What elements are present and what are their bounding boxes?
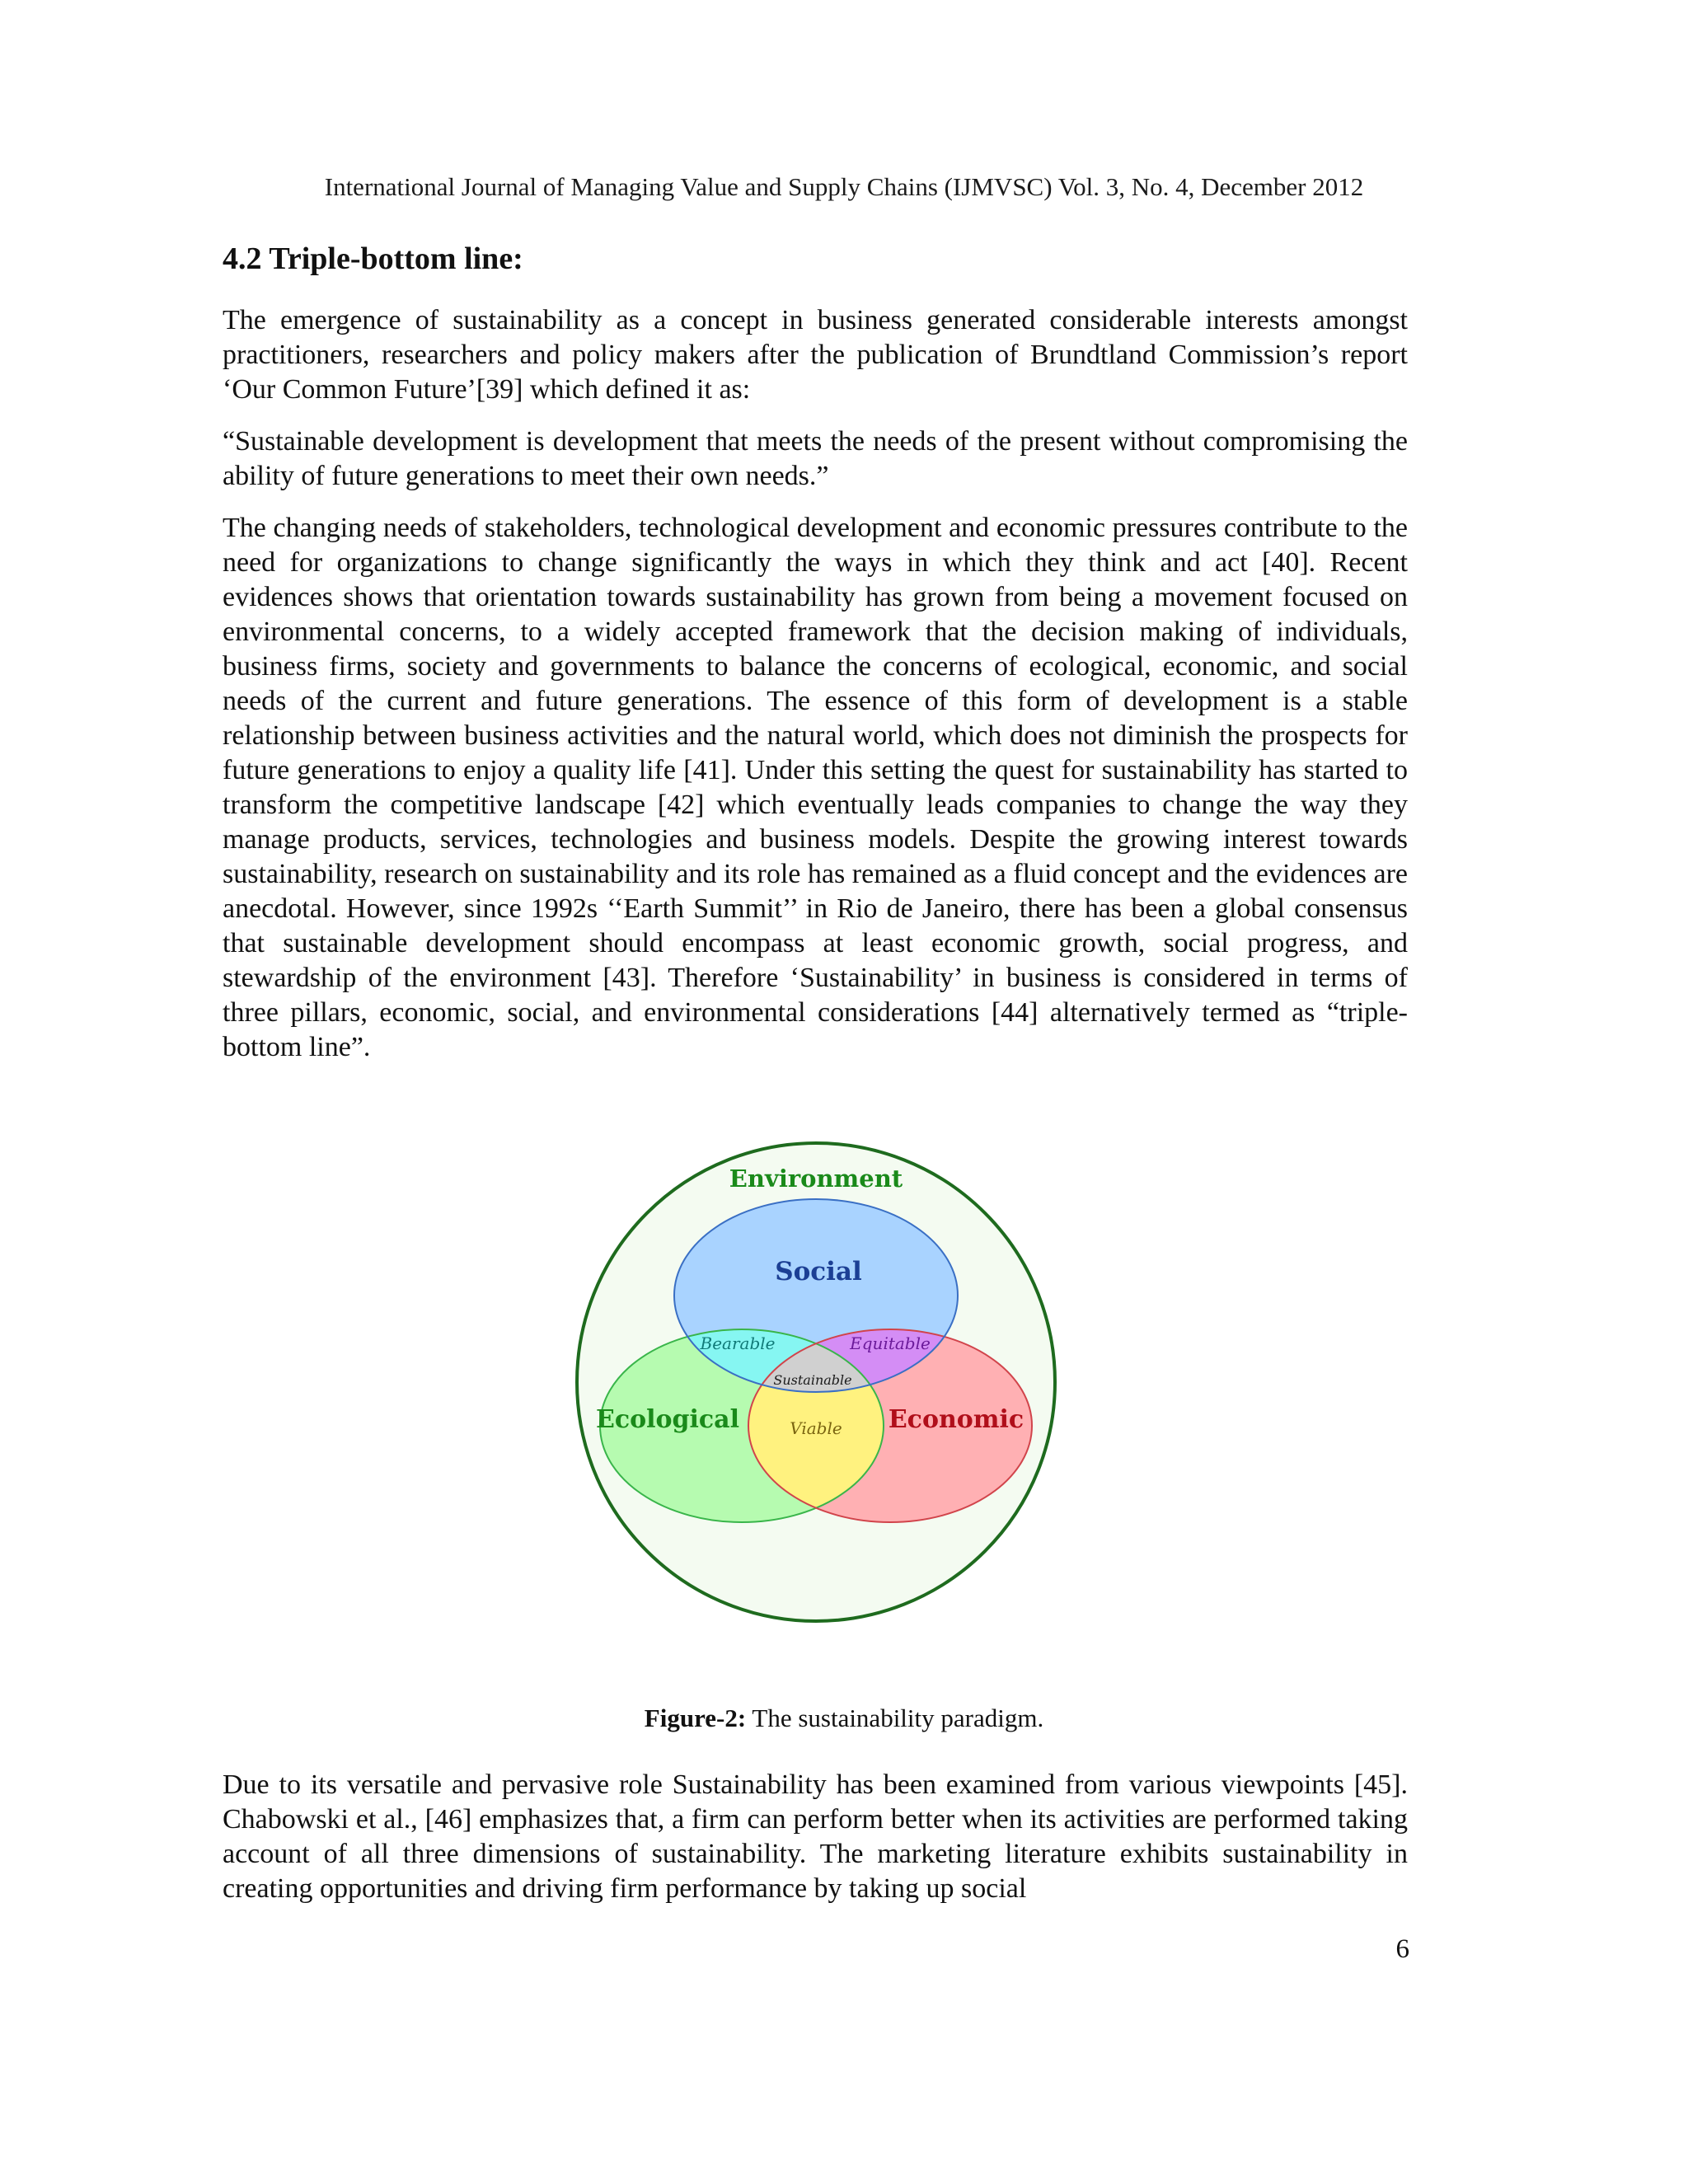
figure-caption-label: Figure-2:	[644, 1704, 747, 1732]
label-equitable: Equitable	[850, 1333, 931, 1353]
paragraph-continuation: Due to its versatile and pervasive role Sustainability has been examined from various viewpoints [45]. Chabowski et al., [46] emphasizes that, a firm can perform better when its activities are performed taking account of all three dimensions of sustainability. The marketing literature exhibits sustainability in creating opportunities and driving firm performance by taking up social	[223, 1769, 1408, 1904]
running-header: International Journal of Managing Value and Supply Chains (IJMVSC) Vol. 3, No. 4, December 2012	[324, 172, 1364, 201]
label-economic: Economic	[888, 1405, 1025, 1434]
paragraph-quote: “Sustainable development is development that meets the needs of the present without compromising the ability of future generations to meet their own needs.”	[223, 426, 1408, 491]
paragraph-body: The changing needs of stakeholders, technological development and economic pressures contribute to the need for organizations to change significantly the ways in which they think and act [40]. Recent evidences shows that orientation towards sustainability has grown from being a movement focused on environmental concerns, to a widely accepted framework that the decision making of individuals, business firms, society and governments to balance the concerns of ecological, economic, and social needs of the current and future generations. The essence of this form of development is a stable relationship between business activities and the natural world, which does not diminish the prospects for future generations to enjoy a quality life [41]. Under this setting the quest for sustainability has started to transform the competitive landscape [42] which eventually leads companies to change the way they manage products, services, technologies and business models. Despite the growing interest towards sustainability, research on sustainability and its role has remained as a fluid concept and the evidences are anecdotal. However, since 1992s ‘‘Earth Summit’’ in Rio de Janeiro, there has been a global consensus that sustainable development should encompass at least economic growth, social progress, and stewardship of the environment [43]. Therefore ‘Sustainability’ in business is considered in terms of three pillars, economic, social, and environmental considerations [44] alternatively termed as “triple-bottom line”.	[223, 513, 1408, 1062]
label-ecological: Ecological	[595, 1405, 740, 1434]
label-social: Social	[775, 1257, 862, 1286]
figure-caption-text: The sustainability paradigm.	[746, 1704, 1044, 1732]
label-sustainable: Sustainable	[773, 1372, 852, 1388]
label-environment: Environment	[729, 1165, 903, 1193]
label-bearable: Bearable	[700, 1333, 776, 1353]
label-viable: Viable	[790, 1418, 842, 1438]
figure-caption	[0, 1702, 1688, 1735]
paragraph-intro: The emergence of sustainability as a concept in business generated considerable interests amongst practitioners, researchers and policy makers after the publication of Brundtland Commission’s report ‘Our Common Future’[39] which defined it as:	[223, 305, 1408, 405]
section-heading: 4.2 Triple-bottom line:	[223, 241, 523, 276]
sustainability-venn-figure	[544, 1137, 1088, 1640]
page-number: 6	[1395, 1934, 1409, 1964]
